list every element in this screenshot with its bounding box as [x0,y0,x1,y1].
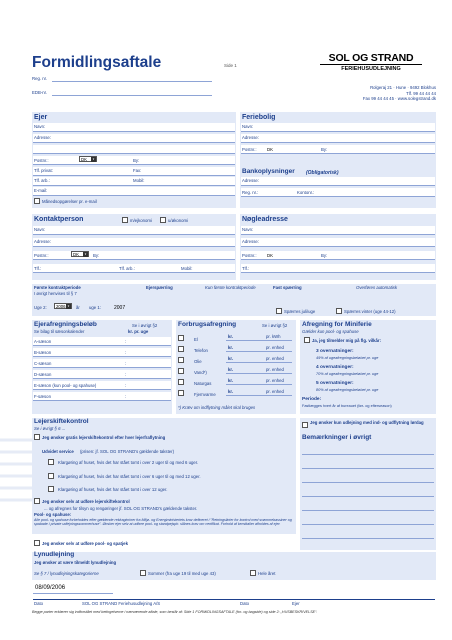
ejer-season-row[interactable]: D-sæson : [33,370,171,379]
forbrug-row[interactable]: Vand*) kr. pr. enhed [178,366,294,376]
klargoering-12-checkbox[interactable] [48,486,54,492]
page-title: Formidlingsaftale [32,54,162,71]
ejer-heading: Ejer [34,114,48,121]
kontakt-land-select[interactable]: DK ▾ [71,251,89,257]
ejer-tlf-field[interactable]: Tlf. privat: Fax: [33,167,235,176]
forbrug-row[interactable]: Fjernvarme kr. pr. enhed [178,388,294,398]
kontakt-uden-oekonomi-checkbox[interactable] [160,217,166,223]
feriebolig-adresse-field[interactable]: Adresse: [241,134,435,143]
ejerafregning-heading: Ejerafregningsbeløb [34,321,97,328]
forbrug-checkbox[interactable] [178,390,184,396]
noegle-heading: Nøgleadresse [242,216,288,223]
forbrug-checkbox[interactable] [178,335,184,341]
lejerskifte-heading: Lejerskiftekontrol [34,418,89,425]
legal-text: Begge parter erklærer sig indforstået med betingelserne i nærværende aftale, som består af: Side 1 FORMIDLINGSAFTALE (for- og bagside) og side 2: „HUSBESKRIVELSE“. [32,610,318,614]
forbrug-row[interactable]: El kr. pr. kWh [178,333,294,343]
ejer-spacer-field[interactable] [33,145,235,154]
ejer-season-row[interactable]: F-sæson : [33,392,171,401]
forbrug-row[interactable]: Olie kr. pr. enhed [178,355,294,365]
gratis-lejerskifte-checkbox[interactable] [34,434,40,440]
forbrug-checkbox[interactable] [178,346,184,352]
forbrug-heading: Forbrugsafregning [178,321,237,328]
ejer-season-row[interactable]: E-sæson (kun pool- og spahuse) : [33,381,171,390]
kontakt-postnr-field[interactable]: Postnr.: DK ▾ By: [33,251,235,260]
noegle-navn-field[interactable]: Navn: [241,226,435,235]
ejer-navn-field[interactable]: Navn: [33,123,235,132]
feriebolig-navn-field[interactable]: Navn: [241,123,435,132]
forbrug-checkbox[interactable] [178,368,184,374]
kontakt-med-oekonomi-checkbox[interactable] [122,217,128,223]
ejer-postnr-field[interactable]: Postnr.: DK ▾ By: [33,156,235,165]
bank-adresse-field[interactable]: Adresse: [241,177,435,186]
selv-pooltjek-checkbox[interactable] [34,540,40,546]
miniferie-checkbox[interactable] [304,337,310,343]
selv-lejerskifte-checkbox[interactable] [34,498,40,504]
ejer-tlfarb-field[interactable]: Tlf. arb.: Mobil: [33,177,235,186]
edb-nr-label: EDB-nr. [32,90,48,95]
kontakt-navn-field[interactable]: Navn: [33,226,235,235]
kontakt-adresse-field[interactable]: Adresse: [33,238,235,247]
forbrug-row[interactable]: Naturgas kr. pr. enhed [178,377,294,387]
periode-year: 2007 [114,305,126,311]
ejer-adresse-field[interactable]: Adresse: [33,134,235,143]
reg-nr-label: Reg. nr. [32,76,48,81]
bank-heading: Bankoplysninger [242,168,295,175]
periode-uge-select[interactable]: 2006 ▾ [54,303,72,309]
forbrug-checkbox[interactable] [178,357,184,363]
kun-loerdag-checkbox[interactable] [302,422,308,428]
kontakt-heading: Kontaktperson [34,216,84,223]
noegle-adresse-field[interactable]: Adresse: [241,238,435,247]
page-number: Side 1 [224,63,237,68]
lyn-sommer-checkbox[interactable] [140,570,146,576]
klargoering-6-12-checkbox[interactable] [48,473,54,479]
forbrug-checkbox[interactable] [178,379,184,385]
ejer-email-checkbox[interactable] [34,198,40,204]
ejer-email-field[interactable]: E-mail: [33,187,235,196]
lynudlejning-heading: Lynudlejning [34,551,75,558]
ejer-season-row[interactable]: A-sæson : [33,337,171,346]
kontakt-tlf-field[interactable]: Tlf.: Tlf. arb.: Mobil: [33,264,235,273]
bank-regnr-field[interactable]: Reg. nr.: Kontonr.: [241,188,435,197]
spaerres-juli-checkbox[interactable] [276,308,282,314]
ejer-season-row[interactable]: B-sæson : [33,348,171,357]
feriebolig-heading: Feriebolig [242,114,276,121]
spaerres-vinter-checkbox[interactable] [336,308,342,314]
ejer-season-row[interactable]: C-sæson : [33,359,171,368]
ejer-land-select[interactable]: DK ▾ [79,156,97,162]
company-logo: SOL OG STRAND FERIEHUSUDLEJNING [306,52,436,72]
noegle-postnr-field[interactable]: Postnr.: DK By: [241,251,435,260]
bemaerkninger-heading: Bemærkninger i øvrigt [302,434,372,441]
lyn-hele-aaret-checkbox[interactable] [250,570,256,576]
company-address: Rolgeraj 21 · Hune · 9492 Blokhus Tlf. 99 44 44 44 Fax 99 44 44 45 · www.solegstrand.dk [362,85,436,102]
forbrug-row[interactable]: Telefon kr. pr. enhed [178,344,294,354]
miniferie-heading: Afregning for Miniferie [302,321,372,328]
dato-field[interactable]: 08/09/2006 [33,584,113,594]
noegle-tlf-field[interactable]: Tlf.: [241,264,435,273]
feriebolig-postnr-field[interactable]: Postnr.: DK By: [241,145,435,154]
klargoering-2-6-checkbox[interactable] [48,459,54,465]
